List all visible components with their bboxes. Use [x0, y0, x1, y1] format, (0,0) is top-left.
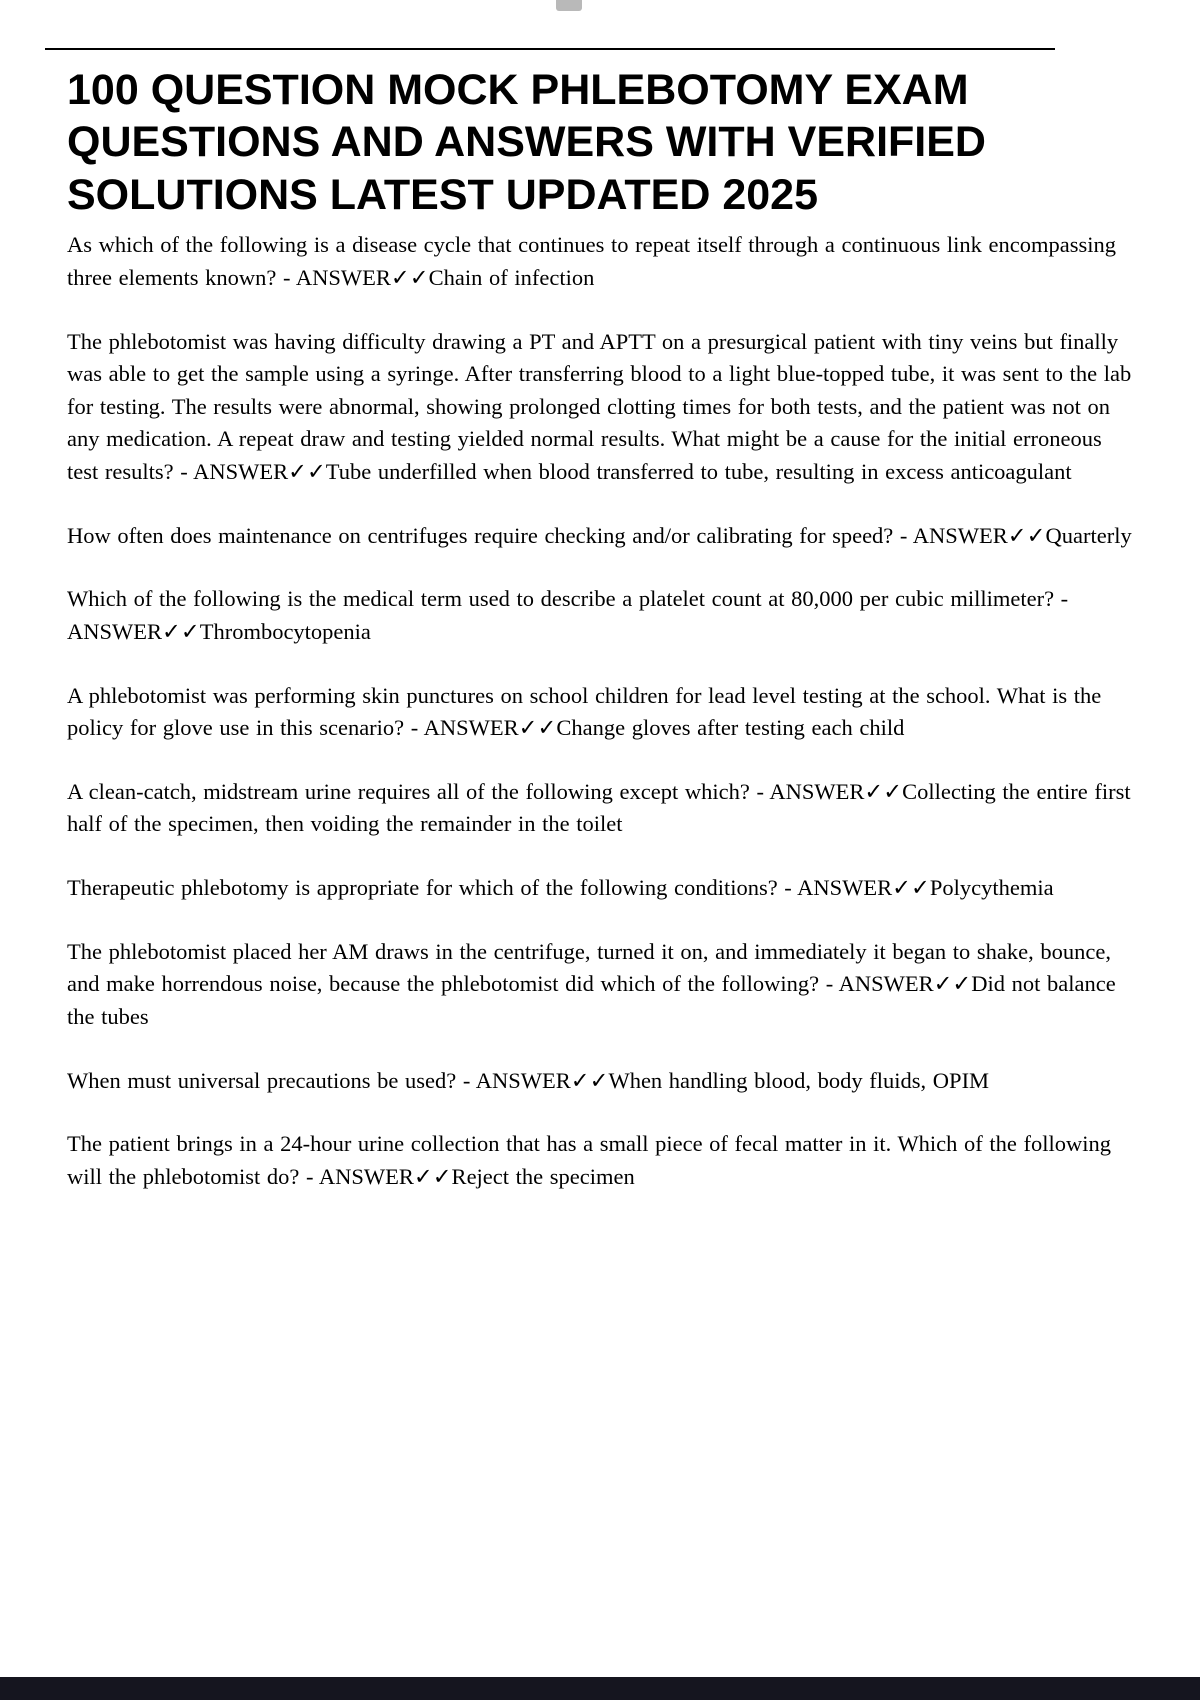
footer-bar: [0, 1677, 1200, 1700]
document-body: [67, 229, 1133, 1193]
qa-paragraph: The patient brings in a 24-hour urine collection that has a small piece of fecal matter in it. Which of the following will the phlebotomist do? - ANSWER✓✓Reject the specimen: [67, 1131, 1112, 1189]
qa-paragraph: Therapeutic phlebotomy is appropriate for which of the following conditions? - ANSWER✓✓Polycythemia: [67, 875, 1054, 901]
document-title: 100 QUESTION MOCK PHLEBOTOMY EXAM QUESTIONS AND ANSWERS WITH VERIFIED SOLUTIONS LATEST UPDATED 2025: [67, 66, 986, 219]
page-tab: [556, 0, 582, 11]
qa-paragraph: How often does maintenance on centrifuges require checking and/or calibrating for speed? - ANSWER✓✓Quarterly: [67, 522, 1132, 548]
qa-paragraph: Which of the following is the medical term used to describe a platelet count at 80,000 per cubic millimeter? - ANSWER✓✓Thrombocytopenia: [67, 586, 1069, 644]
document-content: [0, 48, 1200, 1193]
qa-paragraph: When must universal precautions be used? - ANSWER✓✓When handling blood, body fluids, OPIM: [67, 1067, 990, 1093]
qa-paragraph: The phlebotomist was having difficulty drawing a PT and APTT on a presurgical patient with tiny veins but finally was able to get the sample using a syringe. After transferring blood to a light blue-topped tube, it was sent to the lab for testing. The results were abnormal, showing prolonged clotting times for both tests, and the patient was not on any medication. A repeat draw and testing yielded normal results. What might be a cause for the initial erroneous test results? - ANSWER✓✓Tube underfilled when blood transferred to tube, resulting in excess anticoagulant: [67, 328, 1132, 485]
qa-paragraph: The phlebotomist placed her AM draws in the centrifuge, turned it on, and immediately it began to shake, bounce, and make horrendous noise, because the phlebotomist did which of the following? - ANSWER✓✓Did not balance the tubes: [67, 938, 1116, 1029]
qa-paragraph: A phlebotomist was performing skin punctures on school children for lead level testing at the school. What is the policy for glove use in this scenario? - ANSWER✓✓Change gloves after testing each child: [67, 682, 1102, 741]
qa-paragraph: A clean-catch, midstream urine requires all of the following except which? - ANSWER✓✓Collecting the entire first half of the specimen, then voiding the remainder in the toilet: [67, 778, 1131, 837]
title-divider: [45, 48, 1055, 50]
qa-paragraph: As which of the following is a disease cycle that continues to repeat itself through a continuous link encompassing three elements known? - ANSWER✓✓Chain of infection: [67, 232, 1117, 290]
